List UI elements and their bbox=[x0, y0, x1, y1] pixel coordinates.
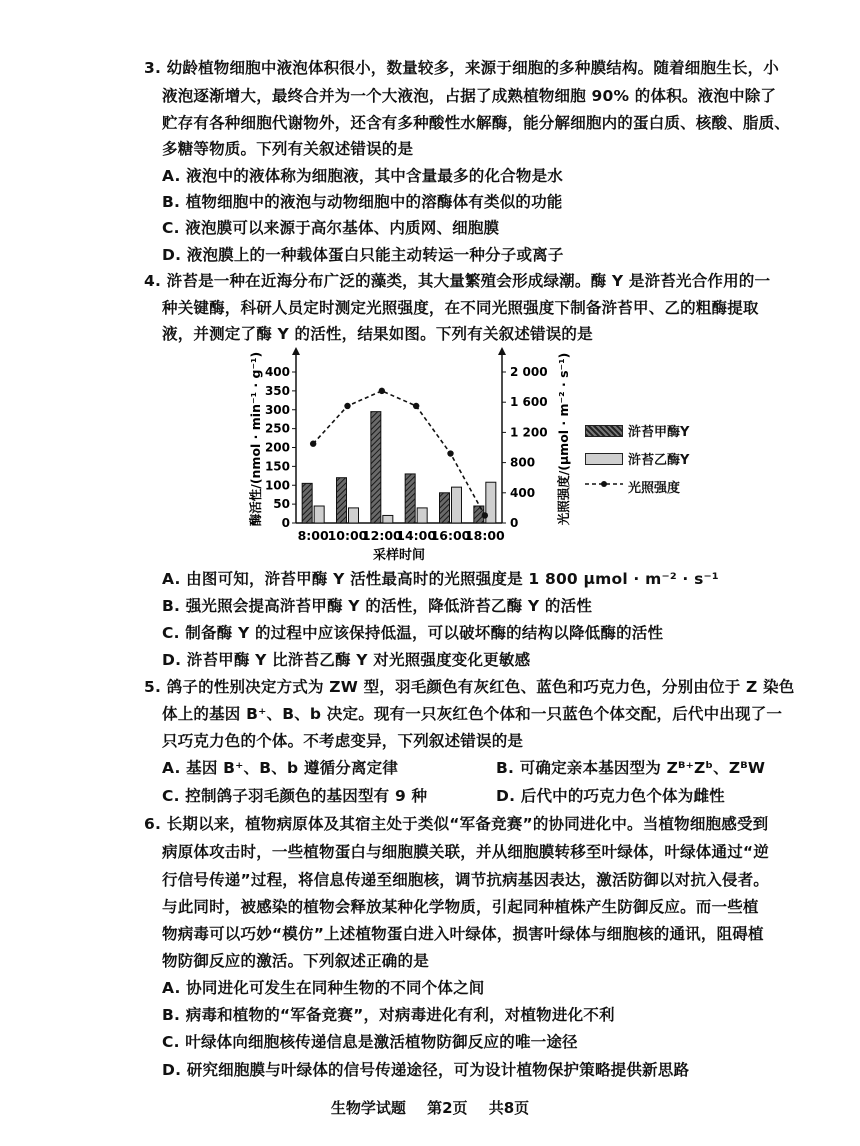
page-footer bbox=[0, 1097, 860, 1118]
light-point bbox=[482, 512, 488, 518]
q4-stem-line-2: 种关键酶，科研人员定时测定光照强度，在不同光照强度下制备浒苔甲、乙的粗酶提取 bbox=[162, 299, 759, 317]
q4-stem-line-3: 液，并测定了酶 Y 的活性，结果如图。下列有关叙述错误的是 bbox=[162, 325, 593, 343]
bar-jia bbox=[371, 412, 381, 523]
legend-swatch-yi bbox=[585, 453, 623, 465]
y-tick-label-right: 400 bbox=[510, 485, 536, 500]
y-axis-right-arrow bbox=[498, 347, 506, 355]
legend-label-jia: 浒苔甲酶Y bbox=[628, 425, 690, 440]
x-tick-label: 14:00 bbox=[396, 528, 437, 543]
y-tick-label-left: 50 bbox=[273, 497, 290, 512]
bar-jia bbox=[302, 483, 312, 523]
legend-line-light bbox=[585, 478, 623, 490]
y-tick-label-right: 1 600 bbox=[510, 395, 548, 410]
q6-stem-line-2: 病原体攻击时，一些植物蛋白与细胞膜关联，并从细胞膜转移至叶绿体，叶绿体通过“逆 bbox=[162, 843, 769, 861]
q3-stem-line-1: 3. 幼龄植物细胞中液泡体积很小，数量较多，来源于细胞的多种膜结构。随着细胞生长，小 bbox=[144, 59, 779, 77]
q4-option-b: B. 强光照会提高浒苔甲酶 Y 的活性，降低浒苔乙酶 Y 的活性 bbox=[162, 597, 593, 615]
q4-option-c: C. 制备酶 Y 的过程中应该保持低温，可以破坏酶的结构以降低酶的活性 bbox=[162, 624, 664, 642]
y-axis-label-right: 光照强度/(μmol · m⁻² · s⁻¹) bbox=[556, 352, 571, 526]
q4-stem-line-1: 4. 浒苔是一种在近海分布广泛的藻类，其大量繁殖会形成绿潮。酶 Y 是浒苔光合作用的一 bbox=[144, 272, 771, 290]
y-tick-label-right: 2 000 bbox=[510, 365, 548, 379]
y-tick-label-left: 200 bbox=[264, 440, 290, 455]
x-tick-label: 10:00 bbox=[327, 528, 368, 543]
light-point bbox=[447, 450, 453, 456]
y-tick-label-left: 0 bbox=[281, 516, 290, 530]
y-tick-label-right: 800 bbox=[510, 455, 536, 470]
q5-stem-line-1: 5. 鸽子的性别决定方式为 ZW 型，羽毛颜色有灰红色、蓝色和巧克力色，分别由位于 Z 染色 bbox=[144, 678, 795, 696]
y-tick-label-left: 250 bbox=[264, 421, 290, 436]
footer-subject: 生物学试题 bbox=[330, 1099, 406, 1117]
footer-page: 第2页 bbox=[427, 1099, 468, 1117]
q3-option-d: D. 液泡膜上的一种载体蛋白只能主动转运一种分子或离子 bbox=[162, 246, 564, 264]
bar-yi bbox=[383, 515, 393, 523]
q5-stem-line-3: 只巧克力色的个体。不考虑变异，下列叙述错误的是 bbox=[162, 732, 524, 750]
bar-jia bbox=[440, 493, 450, 523]
q3-stem-line-3: 贮存有各种细胞代谢物外，还含有多种酸性水解酶，能分解细胞内的蛋白质、核酸、脂质、 bbox=[162, 114, 791, 132]
q4-option-a: A. 由图可知，浒苔甲酶 Y 活性最高时的光照强度是 1 800 μmol · m⁻² · s⁻¹ bbox=[162, 570, 719, 588]
x-axis-label: 采样时间 bbox=[372, 548, 426, 563]
y-axis-label-left: 酶活性/(nmol · min⁻¹ · g⁻¹) bbox=[248, 351, 263, 527]
legend-label-yi: 浒苔乙酶Y bbox=[628, 453, 690, 468]
light-point bbox=[379, 388, 385, 394]
q3-stem-line-4: 多糖等物质。下列有关叙述错误的是 bbox=[162, 140, 414, 158]
q6-stem-line-3: 行信号传递”过程，将信息传递至细胞核，调节抗病基因表达，激活防御以对抗入侵者。 bbox=[162, 871, 769, 889]
q3-option-a: A. 液泡中的液体称为细胞液，其中含量最多的化合物是水 bbox=[162, 167, 563, 185]
x-tick-label: 18:00 bbox=[464, 528, 505, 543]
y-tick-label-left: 400 bbox=[264, 365, 290, 379]
q5-option-d: D. 后代中的巧克力色个体为雌性 bbox=[496, 787, 725, 805]
q4-option-d: D. 浒苔甲酶 Y 比浒苔乙酶 Y 对光照强度变化更敏感 bbox=[162, 651, 531, 669]
x-tick-label: 16:00 bbox=[430, 528, 471, 543]
x-tick-label: 8:00 bbox=[297, 528, 329, 543]
light-point bbox=[344, 403, 350, 409]
q3-option-b: B. 植物细胞中的液泡与动物细胞中的溶酶体有类似的功能 bbox=[162, 193, 563, 211]
legend-label-light: 光照强度 bbox=[628, 481, 681, 496]
y-tick-label-right: 1 200 bbox=[510, 425, 548, 440]
y-axis-left-arrow bbox=[292, 347, 300, 355]
q5-option-a: A. 基因 B⁺、B、b 遵循分离定律 bbox=[162, 759, 399, 777]
q3-stem-line-2: 液泡逐渐增大，最终合并为一个大液泡，占据了成熟植物细胞 90% 的体积。液泡中除了 bbox=[162, 87, 777, 105]
bar-yi bbox=[417, 508, 427, 523]
light-point bbox=[310, 441, 316, 447]
q6-stem-line-1: 6. 长期以来，植物病原体及其宿主处于类似“军备竞赛”的协同进化中。当植物细胞感受到 bbox=[144, 815, 769, 833]
y-tick-label-left: 100 bbox=[264, 478, 290, 493]
q6-option-d: D. 研究细胞膜与叶绿体的信号传递途径，可为设计植物保护策略提供新思路 bbox=[162, 1061, 690, 1079]
legend-swatch-jia bbox=[585, 425, 623, 437]
q5-stem-line-2: 体上的基因 B⁺、B、b 决定。现有一只灰红色个体和一只蓝色个体交配，后代中出现了一 bbox=[162, 705, 783, 723]
q6-option-a: A. 协同进化可发生在同种生物的不同个体之间 bbox=[162, 979, 485, 997]
q6-option-b: B. 病毒和植物的“军备竞赛”，对病毒进化有利，对植物进化不利 bbox=[162, 1006, 615, 1024]
q5-option-c: C. 控制鸽子羽毛颜色的基因型有 9 种 bbox=[162, 787, 428, 805]
bar-jia bbox=[405, 474, 415, 523]
x-tick-label: 12:00 bbox=[361, 528, 402, 543]
light-point bbox=[413, 403, 419, 409]
q5-option-b: B. 可确定亲本基因型为 Zᴮ⁺Zᵇ、ZᴮW bbox=[496, 759, 766, 777]
q3-option-c: C. 液泡膜可以来源于高尔基体、内质网、细胞膜 bbox=[162, 219, 500, 237]
y-tick-label-left: 150 bbox=[264, 459, 290, 474]
q6-stem-line-5: 物病毒可以巧妙“模仿”上述植物蛋白进入叶绿体，损害叶绿体与细胞核的通讯，阻碍植 bbox=[162, 925, 764, 943]
y-tick-label-left: 350 bbox=[264, 383, 290, 398]
q6-option-c: C. 叶绿体向细胞核传递信息是激活植物防御反应的唯一途径 bbox=[162, 1033, 578, 1051]
bar-yi bbox=[314, 506, 324, 523]
y-tick-label-right: 0 bbox=[510, 516, 519, 530]
bar-jia bbox=[337, 478, 347, 523]
y-tick-label-left: 300 bbox=[264, 402, 290, 417]
q6-stem-line-6: 物防御反应的激活。下列叙述正确的是 bbox=[162, 952, 429, 970]
q6-stem-line-4: 与此同时，被感染的植物会释放某种化学物质，引起同种植株产生防御反应。而一些植 bbox=[162, 898, 759, 916]
bar-yi bbox=[349, 508, 359, 523]
footer-total: 共8页 bbox=[488, 1099, 530, 1117]
bar-yi bbox=[452, 487, 462, 523]
